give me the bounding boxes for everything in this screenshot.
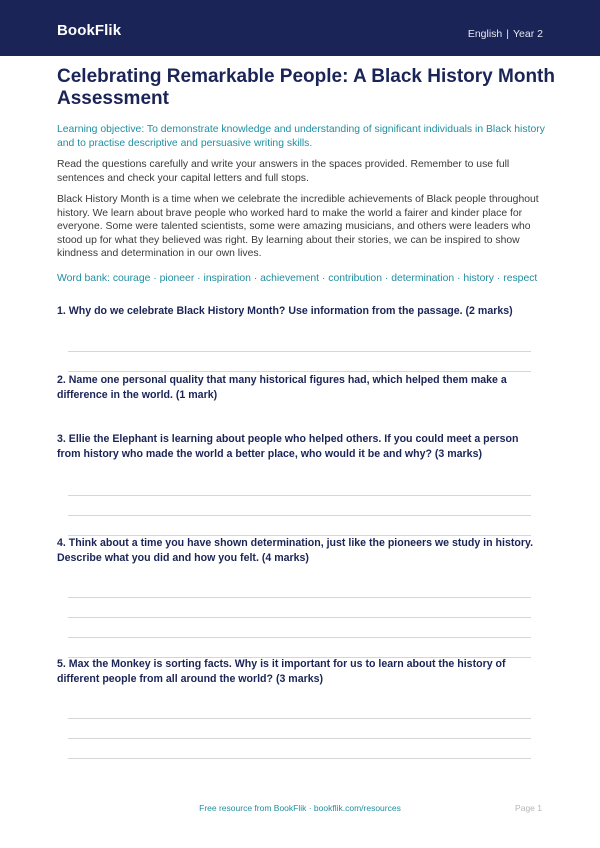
answer-line[interactable] bbox=[68, 597, 531, 598]
answer-line[interactable] bbox=[68, 637, 531, 638]
brand-logo-text[interactable]: BookFlik bbox=[57, 22, 122, 39]
footer-credit[interactable]: Free resource from BookFlik · bookflik.com/resources bbox=[199, 803, 401, 813]
question-5: 5. Max the Monkey is sorting facts. Why is it important for us to learn about the history of different people from all around the world? (3 marks) bbox=[57, 658, 506, 685]
answer-line[interactable] bbox=[68, 718, 531, 719]
learning-objective: Learning objective: To demonstrate knowledge and understanding of significant individuals in Black history and to practise descriptive and persuasive writing skills. bbox=[57, 124, 545, 149]
page-number: Page 1 bbox=[515, 803, 542, 813]
crumb-separator: | bbox=[506, 28, 510, 40]
year-label: Year 2 bbox=[513, 28, 543, 40]
page-title: Celebrating Remarkable People: A Black History Month Assessment bbox=[57, 66, 555, 109]
word-bank: Word bank: courage · pioneer · inspiration · achievement · contribution · determination · history · respect bbox=[57, 273, 538, 284]
question-2: 2. Name one personal quality that many historical figures had, which helped them make a difference in the world. (1 mark) bbox=[57, 374, 507, 401]
answer-line[interactable] bbox=[68, 738, 531, 739]
instructions-paragraph: Read the questions carefully and write your answers in the spaces provided. Remember to use full sentences and check your capital letters and full stops. bbox=[57, 159, 510, 184]
answer-line[interactable] bbox=[68, 515, 531, 516]
question-1: 1. Why do we celebrate Black History Month? Use information from the passage. (2 marks) bbox=[57, 305, 513, 317]
answer-line[interactable] bbox=[68, 758, 531, 759]
question-4: 4. Think about a time you have shown determination, just like the pioneers we study in history. Describe what you did and how you felt. (4 marks) bbox=[57, 537, 534, 564]
subject-year-label bbox=[468, 28, 543, 40]
answer-line[interactable] bbox=[68, 495, 531, 496]
subject-label: English bbox=[467, 28, 503, 40]
answer-line[interactable] bbox=[68, 617, 531, 618]
passage-paragraph: Black History Month is a time when we celebrate the incredible achievements of Black people throughout history. We learn about brave people who worked hard to make the world a fairer and kinder place for everyone. Some were talented scientists, some were amazing musicians, and others were leaders who stood up for what they believed was right. By learning about their stories, we can be inspired to show kindness and determination in our own lives. bbox=[57, 194, 539, 259]
answer-line[interactable] bbox=[68, 371, 531, 372]
question-3: 3. Ellie the Elephant is learning about people who helped others. If you could meet a person from history who made the world a better place, who would it be and why? (3 marks) bbox=[57, 433, 519, 460]
header-bar bbox=[0, 0, 600, 56]
answer-line[interactable] bbox=[68, 351, 531, 352]
